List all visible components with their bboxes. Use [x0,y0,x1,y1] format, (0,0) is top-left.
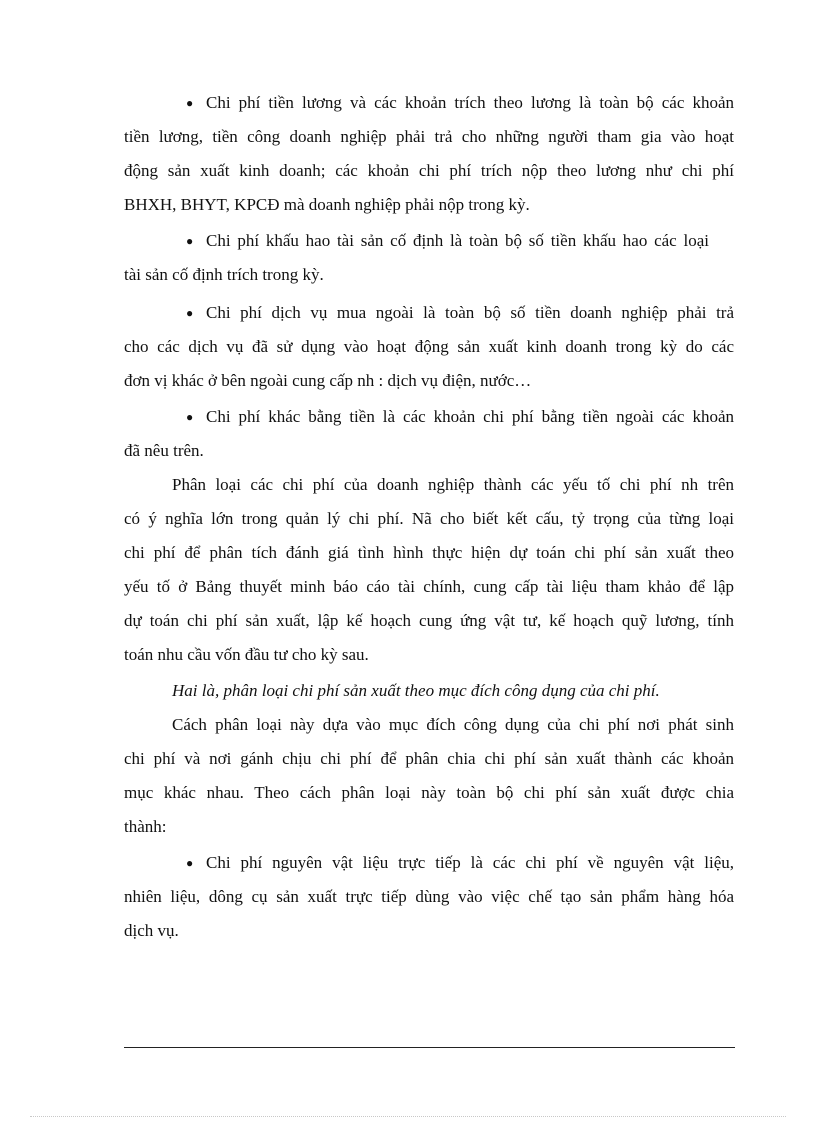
paragraph-line: Chi phí dịch vụ mua ngoài là toàn bộ số tiền doanh nghiệp phải trả [206,303,734,322]
paragraph-line: có ý nghĩa lớn trong quản lý chi phí. Nã cho biết kết cấu, tỷ trọng của từng loại [124,509,734,528]
bullet-icon: ● [186,856,194,870]
paragraph-line: chi phí để phân tích đánh giá tình hình thực hiện dự toán chi phí sản xuất theo [124,543,734,562]
text-paragraph-purpose [124,708,734,844]
bullet-first-line [124,296,734,330]
footer-rule [124,1047,735,1048]
paragraph-line: BHXH, BHYT, KPCĐ mà doanh nghiệp phải nộp trong kỳ. [124,195,530,214]
bullet-paragraph-other [124,400,734,468]
paragraph-line: thành: [124,817,167,836]
paragraph-line: Chi phí khác bằng tiền là các khoản chi phí bằng tiền ngoài các khoản [206,407,734,426]
bullet-paragraph-materials [124,846,734,948]
paragraph-line: mục khác nhau. Theo cách phân loại này toàn bộ chi phí sản xuất được chia [124,783,734,802]
paragraph-line: Hai là, phân loại chi phí sản xuất theo mục đích công dụng của chi phí. [172,681,660,700]
bullet-paragraph-depreciation [124,224,734,292]
bullet-first-line [124,224,709,258]
paragraph-line: dự toán chi phí sản xuất, lập kế hoạch cung ứng vật tư, kế hoạch quỹ lương, tính [124,611,734,630]
paragraph-line: động sản xuất kinh doanh; các khoản chi phí trích nộp theo lương như chi phí [124,161,734,180]
bullet-icon: ● [186,96,194,110]
paragraph-line: cho các dịch vụ đã sử dụng vào hoạt động sản xuất kinh doanh trong kỳ do các [124,337,734,356]
text-paragraph-classification [124,468,734,672]
bullet-paragraph-salary [124,86,734,222]
italic-subheading [124,674,734,708]
paragraph-line: đã nêu trên. [124,441,204,460]
paragraph-line: dịch vụ. [124,921,179,940]
paragraph-line: đơn vị khác ở bên ngoài cung cấp nh : dịch vụ điện, nước… [124,371,532,390]
paragraph-line: chi phí và nơi gánh chịu chi phí để phân chia chi phí sản xuất thành các khoản [124,749,734,768]
bullet-paragraph-services [124,296,734,398]
bullet-first-line [124,400,734,434]
paragraph-line: Chi phí nguyên vật liệu trực tiếp là các chi phí về nguyên vật liệu, [206,853,734,872]
paragraph-line: yếu tố ở Bảng thuyết minh báo cáo tài chính, cung cấp tài liệu tham khảo để lập [124,577,734,596]
paragraph-line: toán nhu cầu vốn đầu tư cho kỳ sau. [124,645,369,664]
paragraph-line: Chi phí tiền lương và các khoản trích theo lương là toàn bộ các khoản [206,93,734,112]
bullet-icon: ● [186,410,194,424]
paragraph-line: Phân loại các chi phí của doanh nghiệp thành các yếu tố chi phí nh trên [172,475,734,494]
bullet-first-line [124,86,734,120]
paragraph-line: nhiên liệu, dông cụ sản xuất trực tiếp dùng vào việc chế tạo sản phẩm hàng hóa [124,887,734,906]
bullet-icon: ● [186,306,194,320]
bullet-first-line [124,846,734,880]
page-bottom-dotted-rule [30,1116,786,1117]
paragraph-line: Cách phân loại này dựa vào mục đích công dụng của chi phí nơi phát sinh [172,715,734,734]
paragraph-line: tài sản cố định trích trong kỳ. [124,265,324,284]
bullet-icon: ● [186,234,194,248]
paragraph-line: Chi phí khấu hao tài sản cố định là toàn bộ số tiền khấu hao các loại [206,231,709,250]
paragraph-line: tiền lương, tiền công doanh nghiệp phải trả cho những người tham gia vào hoạt [124,127,734,146]
